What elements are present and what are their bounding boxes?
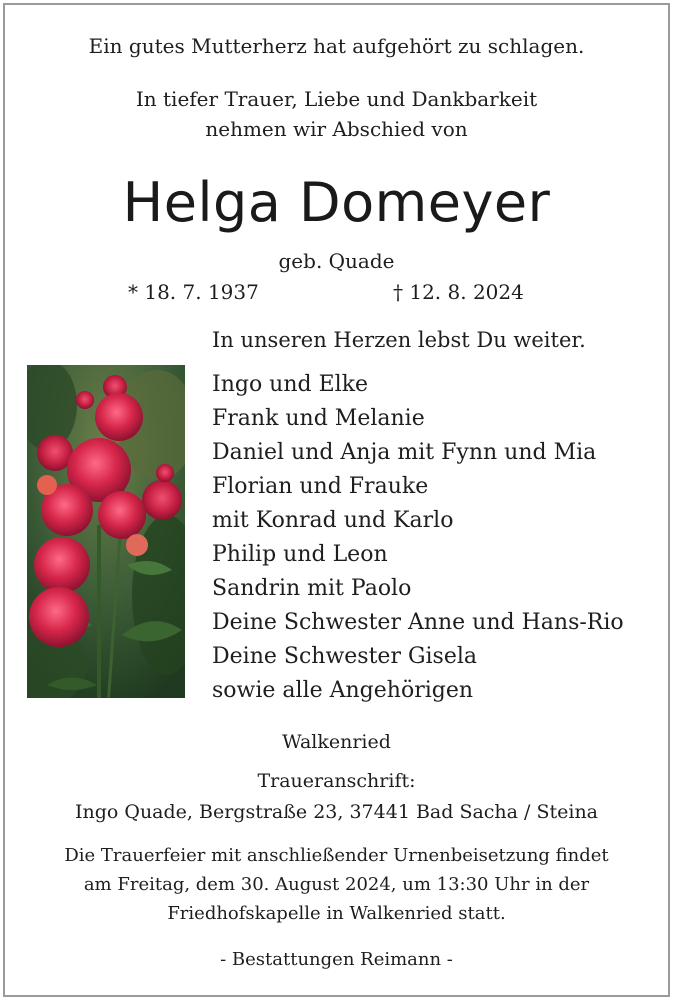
birth-date: * 18. 7. 1937 — [128, 280, 259, 304]
mourner-line: Florian und Frauke — [212, 474, 429, 499]
ceremony-line-1: Die Trauerfeier mit anschließender Urnenbeisetzung findet — [64, 845, 609, 866]
mourner-line: Deine Schwester Gisela — [212, 644, 478, 669]
undertaker: - Bestattungen Reimann - — [220, 949, 453, 970]
mourner-line: mit Konrad und Karlo — [212, 508, 454, 533]
ceremony-line-2: am Freitag, dem 30. August 2024, um 13:30 Uhr in der — [83, 874, 590, 895]
address-label: Traueranschrift: — [257, 770, 416, 792]
header-line-1: Ein gutes Mutterherz hat aufgehört zu schlagen. — [88, 34, 585, 58]
motto: In unseren Herzen lebst Du weiter. — [212, 328, 586, 352]
deceased-name: Helga Domeyer — [122, 171, 551, 234]
place: Walkenried — [282, 731, 391, 753]
mourner-line: Ingo und Elke — [212, 372, 369, 397]
mourner-line: Philip und Leon — [212, 542, 388, 567]
mourner-line: Sandrin mit Paolo — [212, 576, 412, 601]
header-line-2: In tiefer Trauer, Liebe und Dankbarkeit — [135, 87, 538, 111]
roses-photo — [27, 365, 185, 698]
mourner-line: Deine Schwester Anne und Hans-Rio — [212, 610, 624, 635]
address-value: Ingo Quade, Bergstraße 23, 37441 Bad Sacha / Steina — [74, 801, 599, 823]
header-line-3: nehmen wir Abschied von — [205, 117, 468, 141]
mourner-line: Daniel und Anja mit Fynn und Mia — [212, 440, 597, 465]
mourner-line: sowie alle Angehörigen — [212, 678, 474, 703]
maiden-name: geb. Quade — [278, 249, 395, 273]
death-date: † 12. 8. 2024 — [393, 280, 524, 304]
mourner-line: Frank und Melanie — [212, 406, 425, 431]
ceremony-line-3: Friedhofskapelle in Walkenried statt. — [167, 903, 506, 924]
